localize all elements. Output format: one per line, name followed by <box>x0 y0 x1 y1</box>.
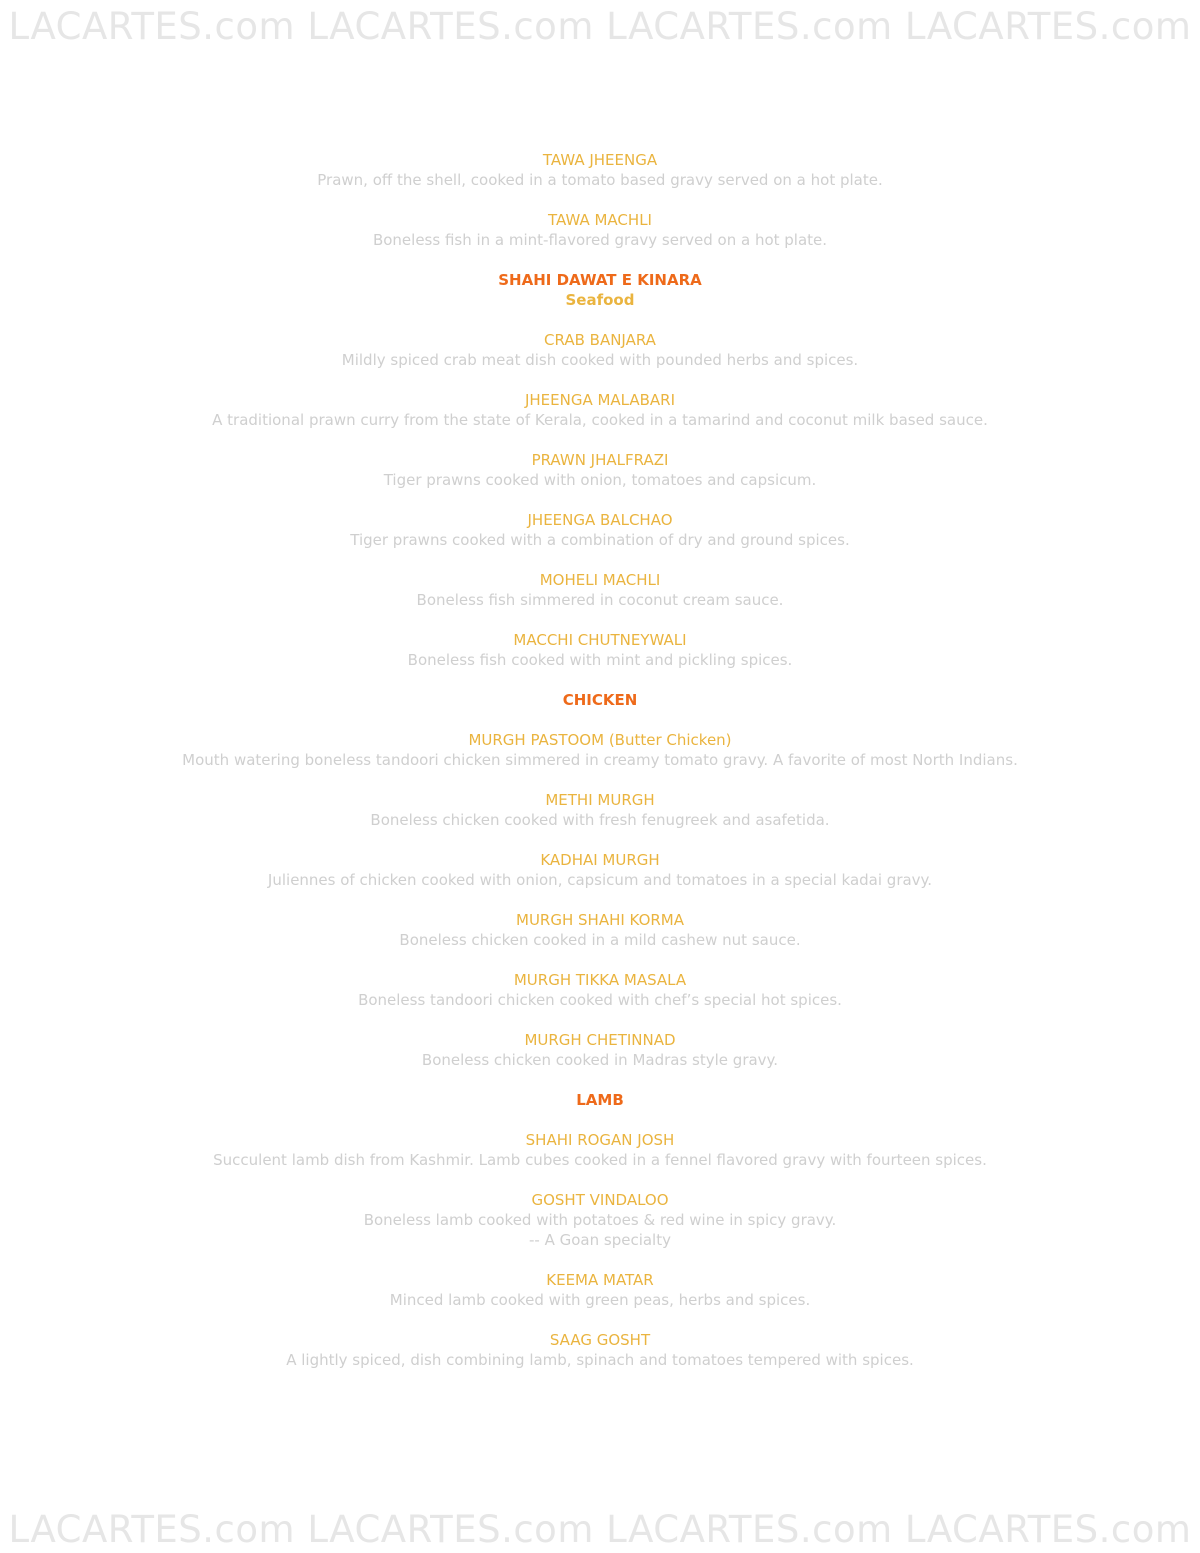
menu-item-description: A lightly spiced, dish combining lamb, spinach and tomatoes tempered with spices. <box>286 1351 914 1369</box>
menu-item <box>0 1190 1200 1250</box>
menu-item-name: MOHELI MACHLI <box>539 571 661 589</box>
section-title: SHAHI DAWAT E KINARA <box>498 271 702 289</box>
menu-item <box>0 850 1200 890</box>
menu-item-description: Prawn, off the shell, cooked in a tomato based gravy served on a hot plate. <box>317 171 883 189</box>
menu-item <box>0 1130 1200 1170</box>
menu-item-description: Tiger prawns cooked with a combination of dry and ground spices. <box>350 531 850 549</box>
menu-item-description: Tiger prawns cooked with onion, tomatoes and capsicum. <box>383 471 817 489</box>
menu-item <box>0 730 1200 770</box>
menu-item-name: GOSHT VINDALOO <box>531 1191 669 1209</box>
menu-item-name: SHAHI ROGAN JOSH <box>525 1131 675 1149</box>
menu-item-name: SAAG GOSHT <box>549 1331 651 1349</box>
menu-item-description: Boneless fish simmered in coconut cream sauce. <box>416 591 784 609</box>
menu-item <box>0 510 1200 550</box>
menu-item-description: Boneless tandoori chicken cooked with chef’s special hot spices. <box>358 991 842 1009</box>
menu-item <box>0 1330 1200 1370</box>
menu-item <box>0 330 1200 370</box>
menu-item <box>0 150 1200 190</box>
menu-item-description: Boneless chicken cooked in Madras style gravy. <box>421 1051 779 1069</box>
menu-item-description: Mouth watering boneless tandoori chicken simmered in creamy tomato gravy. A favorite of most North Indians. <box>182 751 1018 769</box>
menu-item-note: -- A Goan specialty <box>529 1231 671 1249</box>
menu-item <box>0 970 1200 1010</box>
menu-item-name: KEEMA MATAR <box>546 1271 654 1289</box>
menu-item-name: CRAB BANJARA <box>544 331 656 349</box>
menu-item-name: PRAWN JHALFRAZI <box>531 451 669 469</box>
menu-item-name: METHI MURGH <box>545 791 655 809</box>
menu-item-description: Boneless chicken cooked with fresh fenugreek and asafetida. <box>370 811 830 829</box>
menu-item-name: TAWA JHEENGA <box>542 151 658 169</box>
section-header <box>0 1090 1200 1110</box>
section-header <box>0 690 1200 710</box>
watermark-top: LACARTES.com LACARTES.com LACARTES.com LACARTES.com <box>8 5 1192 48</box>
menu-item-name: MURGH SHAHI KORMA <box>516 911 684 929</box>
menu-item-description: Boneless fish cooked with mint and pickling spices. <box>407 651 793 669</box>
menu-item-name: MURGH TIKKA MASALA <box>513 971 687 989</box>
menu-item <box>0 910 1200 950</box>
menu-item-description: A traditional prawn curry from the state of Kerala, cooked in a tamarind and coconut milk based sauce. <box>212 411 988 429</box>
menu-item-description: Boneless chicken cooked in a mild cashew nut sauce. <box>399 931 801 949</box>
menu-item-name: KADHAI MURGH <box>540 851 660 869</box>
section-header <box>0 270 1200 310</box>
menu-item <box>0 1270 1200 1310</box>
menu-item-description: Minced lamb cooked with green peas, herbs and spices. <box>389 1291 811 1309</box>
menu-item-description: Boneless lamb cooked with potatoes & red wine in spicy gravy. <box>363 1211 837 1229</box>
menu-item-description: Succulent lamb dish from Kashmir. Lamb cubes cooked in a fennel flavored gravy with fourteen spices. <box>213 1151 987 1169</box>
menu-item <box>0 790 1200 830</box>
watermark-bottom: LACARTES.com LACARTES.com LACARTES.com LACARTES.com <box>8 1508 1192 1551</box>
menu-item-name: TAWA MACHLI <box>548 211 652 229</box>
menu-item-name: MURGH CHETINNAD <box>524 1031 676 1049</box>
section-title: CHICKEN <box>562 691 638 709</box>
menu-item <box>0 570 1200 610</box>
menu-item <box>0 450 1200 490</box>
menu-item-name: MACCHI CHUTNEYWALI <box>513 631 687 649</box>
menu-item-name: MURGH PASTOOM (Butter Chicken) <box>468 731 732 749</box>
menu-item <box>0 210 1200 250</box>
menu-item-name: JHEENGA BALCHAO <box>527 511 673 529</box>
menu-item-description: Boneless fish in a mint-flavored gravy served on a hot plate. <box>372 231 828 249</box>
menu-item-name: JHEENGA MALABARI <box>524 391 676 409</box>
menu-item <box>0 630 1200 670</box>
menu-item-description: Mildly spiced crab meat dish cooked with pounded herbs and spices. <box>341 351 859 369</box>
menu-page <box>0 150 1200 1390</box>
section-subtitle: Seafood <box>565 291 635 309</box>
section-title: LAMB <box>576 1091 624 1109</box>
menu-item <box>0 1030 1200 1070</box>
menu-item-description: Juliennes of chicken cooked with onion, capsicum and tomatoes in a special kadai gravy. <box>267 871 933 889</box>
menu-item <box>0 390 1200 430</box>
